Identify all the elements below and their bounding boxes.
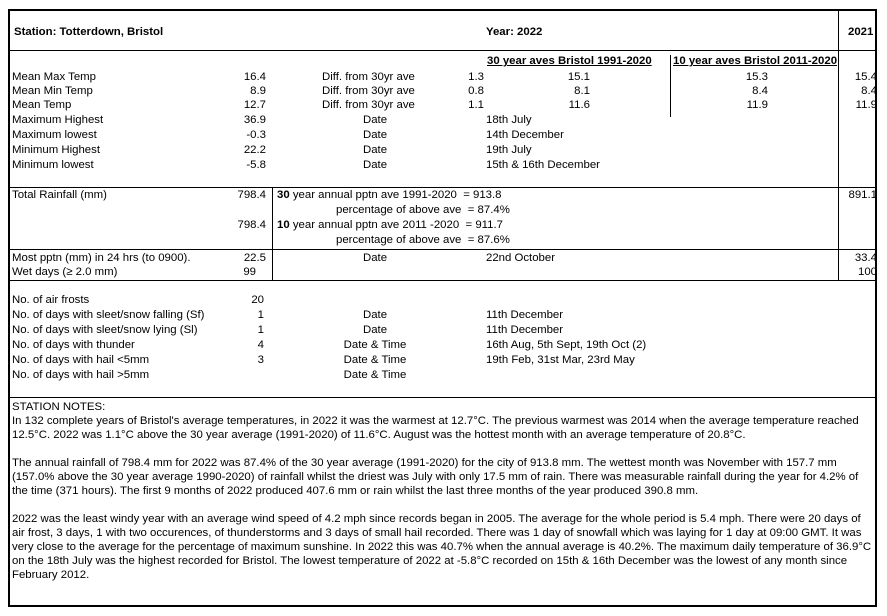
extreme-date-label: Date <box>362 159 388 171</box>
column-divider-rainfall <box>272 187 273 249</box>
days-date-label: Date & Time <box>343 339 407 351</box>
days-date: 11th December <box>486 309 564 321</box>
rainfall-pct-2011: percentage of above ave = 87.6% <box>336 234 510 246</box>
rainfall-label: Total Rainfall (mm) <box>12 189 107 201</box>
extreme-label: Minimum lowest <box>12 159 94 171</box>
extreme-date: 15th & 16th December <box>486 159 600 171</box>
prev-year-title: 2021 <box>848 26 874 38</box>
extreme-date-label: Date <box>362 129 388 141</box>
rainfall-value: 798.4 <box>237 219 266 231</box>
days-label: No. of days with sleet/snow lying (Sl) <box>12 324 198 336</box>
notes-title: STATION NOTES: <box>12 401 106 413</box>
column-divider-2021 <box>838 9 839 281</box>
section-divider <box>8 397 877 398</box>
temp-2021: 15.4 <box>854 71 877 83</box>
rainfall-ave-1991-text: year annual pptn ave 1991-2020 = 913.8 <box>289 189 502 201</box>
wet-days-value: 99 <box>243 266 256 278</box>
notes-paragraph: The annual rainfall of 798.4 mm for 2022 was 87.4% of the 30 year average (1991-2020) for the city of 913.8 mm. The wettest month was November with 157.7 mm (157.0% above the 30 year average 1990-2020) of rainfall whilst the driest was July with only 17.5 mm of rain. There was measurable rainfall during the year for 4.2% of the time (371 hours). The first 9 months of 2022 produced 407.6 mm or rain whilst the last three months of the year produced 390.8 mm. <box>12 457 859 497</box>
extreme-label: Maximum lowest <box>12 129 97 141</box>
section-divider <box>8 280 877 281</box>
rainfall-2021: 891.1 <box>848 189 877 201</box>
days-value: 4 <box>257 339 264 351</box>
extreme-value: 22.2 <box>243 144 266 156</box>
temp-diff-label: Diff. from 30yr ave <box>322 85 415 97</box>
temp-ave30: 8.1 <box>574 85 590 97</box>
extreme-value: 36.9 <box>243 114 266 126</box>
temp-label: Mean Temp <box>12 99 72 111</box>
days-date-label: Date & Time <box>343 354 407 366</box>
temp-ave10: 11.9 <box>746 99 768 111</box>
days-date: 19th Feb, 31st Mar, 23rd May <box>486 354 635 366</box>
section-divider <box>8 249 877 250</box>
temp-diff: 1.3 <box>468 71 484 83</box>
most-pptn-2021: 33.4 <box>854 252 877 264</box>
extreme-value: -5.8 <box>246 159 266 171</box>
extreme-label: Minimum Highest <box>12 144 100 156</box>
rainfall-ave-1991 <box>277 188 502 202</box>
extreme-label: Maximum Highest <box>12 114 104 126</box>
extreme-date: 18th July <box>486 114 532 126</box>
header-divider <box>8 50 877 51</box>
days-value: 20 <box>251 294 264 306</box>
most-pptn-date: 22nd October <box>486 252 556 264</box>
extreme-date-label: Date <box>362 144 388 156</box>
rainfall-ave-2011-text: year annual pptn ave 2011 -2020 = 911.7 <box>289 219 503 231</box>
notes-paragraph: 2022 was the least windy year with an average wind speed of 4.2 mph since records began in 2005. The average for the whole period is 5.4 mph. There were 20 days of air frost, 3 days, 1 with two occurences, of thunderstorms and 3 days of small hail recorded. There was 1 day of snowfall which was laying for 1 day at 09:00 GMT. It was very close to the average for the percentage of maximum sunshine. In 2022 this was 40.7% when the annual average is 40.2%. The maximum daily temperature of 36.9°C on the 18th July was the highest recorded for Bristol. The lowest temperature of 2022 at -5.8°C recorded on 15th & 16th December was the lowest of any month since February 2012. <box>12 513 872 581</box>
ave-1991-heading: 30 year aves Bristol 1991-2020 <box>487 55 652 67</box>
extreme-date-label: Date <box>362 114 388 126</box>
days-date-label: Date & Time <box>343 369 407 381</box>
temp-label: Mean Max Temp <box>12 71 96 83</box>
days-label: No. of air frosts <box>12 294 90 306</box>
days-value: 3 <box>257 354 264 366</box>
days-date: 11th December <box>486 324 564 336</box>
column-divider-10yr <box>670 55 671 117</box>
days-date-label: Date <box>362 309 388 321</box>
temp-ave30: 11.6 <box>568 99 590 111</box>
temp-value: 12.7 <box>243 99 266 111</box>
days-label: No. of days with thunder <box>12 339 135 351</box>
temp-ave10: 8.4 <box>752 85 768 97</box>
year-title: Year: 2022 <box>486 26 543 38</box>
temp-label: Mean Min Temp <box>12 85 93 97</box>
temp-ave30: 15.1 <box>567 71 590 83</box>
temp-diff: 0.8 <box>468 85 484 97</box>
temp-value: 8.9 <box>250 85 266 97</box>
days-value: 1 <box>257 309 264 321</box>
rainfall-value: 798.4 <box>237 189 266 201</box>
days-label: No. of days with hail >5mm <box>12 369 150 381</box>
temp-2021: 8.4 <box>861 85 877 97</box>
most-pptn-date-label: Date <box>362 252 388 264</box>
station-notes <box>12 400 872 582</box>
rainfall-period-30: 30 <box>277 189 290 201</box>
rainfall-period-10: 10 <box>277 219 290 231</box>
days-label: No. of days with sleet/snow falling (Sf) <box>12 309 205 321</box>
wet-days-2021: 100 <box>857 266 877 278</box>
extreme-value: -0.3 <box>246 129 266 141</box>
days-date-label: Date <box>362 324 388 336</box>
wet-days-label: Wet days (≥ 2.0 mm) <box>12 266 118 278</box>
station-title: Station: Totterdown, Bristol <box>14 26 164 38</box>
temp-diff: 1.1 <box>468 99 484 111</box>
most-pptn-value: 22.5 <box>243 252 266 264</box>
temp-ave10: 15.3 <box>745 71 768 83</box>
days-date: 16th Aug, 5th Sept, 19th Oct (2) <box>486 339 647 351</box>
rainfall-pct-1991: percentage of above ave = 87.4% <box>336 204 510 216</box>
notes-paragraph: In 132 complete years of Bristol's average temperatures, in 2022 it was the warmest at 12.7°C. The previous warmest was 2014 when the average temperature reached 12.5°C. 2022 was 1.1°C above the 30 year average (1991-2020) of 11.6°C. August was the hottest month with an average temperature of 20.8°C. <box>12 415 859 441</box>
temp-value: 16.4 <box>243 71 266 83</box>
extreme-date: 19th July <box>486 144 532 156</box>
temp-diff-label: Diff. from 30yr ave <box>322 99 415 111</box>
days-label: No. of days with hail <5mm <box>12 354 150 366</box>
most-pptn-label: Most pptn (mm) in 24 hrs (to 0900). <box>12 252 191 264</box>
days-value: 1 <box>257 324 264 336</box>
temp-2021: 11.9 <box>855 99 877 111</box>
temp-diff-label: Diff. from 30yr ave <box>322 71 415 83</box>
extreme-date: 14th December <box>486 129 564 141</box>
ave-2011-heading: 10 year aves Bristol 2011-2020 <box>673 55 838 67</box>
column-divider-pptn <box>272 249 273 280</box>
rainfall-ave-2011 <box>277 218 503 232</box>
